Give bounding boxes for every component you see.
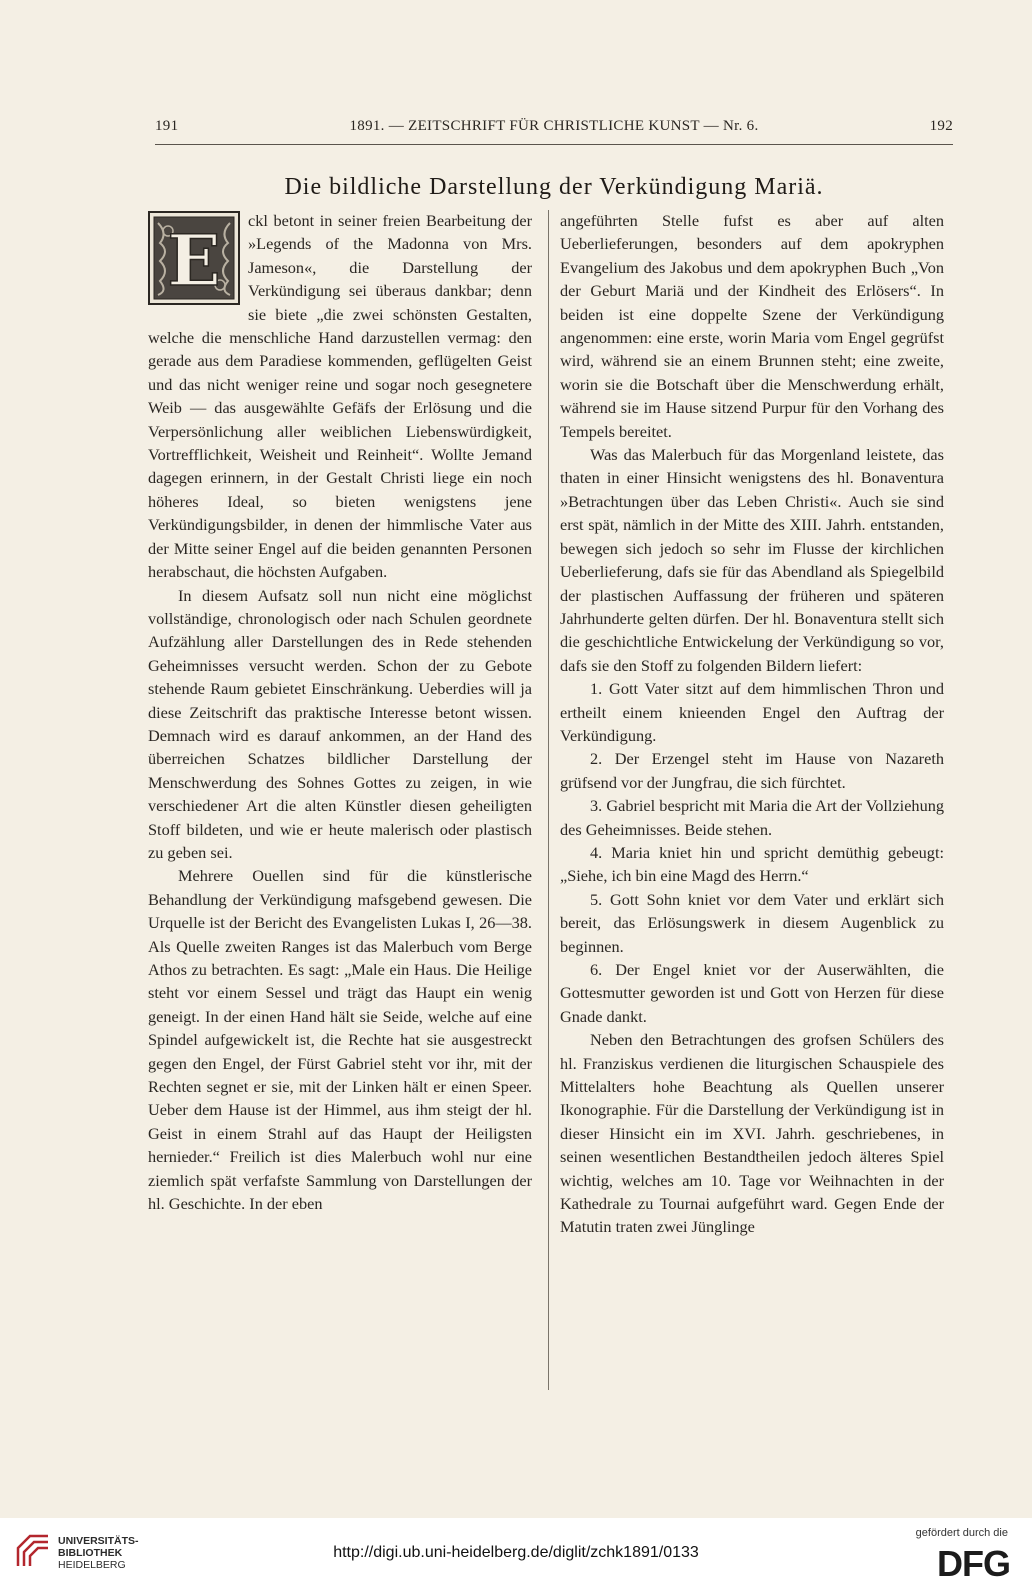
dfg-logo: DFG: [937, 1543, 1010, 1584]
funded-by-label: gefördert durch die: [915, 1527, 1008, 1539]
right-paragraph-2: Was das Malerbuch für das Morgenland leistete, das thaten in einer Hinsicht wenigstens des hl. Bonaventura »Betrachtungen über das Leben Christi«. Auch sie sind erst spät, nämlich in der Mitte des XIII. Jahrh. entstanden, bewegen sich jedoch so sehr im Flusse der kirchlichen Ueberlieferung, dafs sie für das Abendland als Spiegelbild der plastischen Auffassung der früheren und späteren Jahrhunderte gelten dürfen. Der hl. Bonaventura stellt sich die geschichtliche Entwickelung der Verkündigung so vor, dafs sie den Stoff zu folgenden Bildern liefert:: [560, 445, 944, 675]
list-item-5: 5. Gott Sohn kniet vor dem Vater und erklärt sich bereit, das Erlösungswerk in diesem Augenblick zu beginnen.: [560, 889, 944, 956]
left-paragraph-2: In diesem Aufsatz soll nun nicht eine möglichst vollständige, chronologisch oder nach Schulen geordnete Aufzählung aller Darstellungen des in Rede stehenden Geheimnisses versucht werden. Schon der zu Gebote stehende Raum gebietet Einschränkung. Ueberdies will ja diese Zeitschrift das praktische Interesse betont wissen. Demnach wird es darauf ankommen, an der Hand des überreichen Schatzes bildlicher Darstellung der Menschwerdung des Sohnes Gottes zu zeigen, in wie verschiedener Art die alten Künstler diesen geheiligten Stoff bildeten, und wie er heute malerisch oder plastisch zu geben sei.: [148, 585, 532, 862]
right-paragraph-1: angeführten Stelle fufst es aber auf alten Ueberlieferungen, besonders auf dem apokryphen Evangelium des Jakobus und dem apokryphen Buch „Von der Geburt Mariä und der Kindheit des Erlösers“. In beiden ist eine doppelte Szene der Verkündigung angenommen: eine erste, worin Maria vom Engel gegrüfst wird, während sie an einem Brunnen steht; eine zweite, worin sie die Botschaft über die Menschwerdung erhält, während sie im Hause sitzend Purpur für den Vorhang des Tempels bereitet.: [560, 211, 944, 441]
left-column: [148, 209, 532, 1215]
list-item-4: 4. Maria kniet hin und spricht demüthig gebeugt: „Siehe, ich bin eine Magd des Herrn.“: [560, 842, 944, 886]
header-rule: [155, 144, 953, 145]
journal-title: 1891. — ZEITSCHRIFT FÜR CHRISTLICHE KUNST — Nr. 6.: [349, 118, 759, 134]
running-head: [155, 118, 953, 140]
right-column: [560, 209, 944, 1239]
document-url-link[interactable]: http://digi.ub.uni-heidelberg.de/diglit/zchk1891/0133: [333, 1544, 699, 1561]
initial-letter: E: [167, 219, 221, 302]
list-item-6: 6. Der Engel kniet vor der Auserwählten, die Gottesmutter geworden ist und Gott von Herzen für diese Gnade dankt.: [560, 960, 944, 1026]
library-line-1: UNIVERSITÄTS-: [58, 1535, 139, 1547]
page-number-right: 192: [929, 118, 953, 134]
list-item-1: 1. Gott Vater sitzt auf dem himmlischen Thron und ertheilt einem knieenden Engel den Auftrag der Verkündigung.: [560, 679, 944, 745]
list-item-3: 3. Gabriel bespricht mit Maria die Art der Vollziehung des Geheimnisses. Beide stehen.: [560, 796, 944, 839]
article-title: Die bildliche Darstellung der Verkündigung Mariä.: [284, 174, 824, 200]
ornamental-initial-e-icon: [148, 211, 240, 305]
left-paragraph-1: ckl betont in seiner freien Bearbeitung der »Legends of the Madonna von Mrs. Jameson«, die Darstellung der Verkündigung sei überaus dankbar; denn sie biete „die zwei schönsten Gestalten, welche die menschliche Hand darzustellen vermag: den gerade aus dem Paradiese kommenden, geflügelten Geist und das nicht weniger reine und sogar noch gesegnetere Weib — das ausgewählte Gefäfs der Erlösung und die Verpersönlichung aller weiblichen Liebenswürdigkeit, Vortrefflichkeit, Weisheit und Reinheit“. Wollte Jemand dagegen erinnern, in der Gestalt Christi liege ein noch höheres Ideal, so bieten wenigstens jene Verkündigungsbilder, in denen der himmlische Vater aus der Mitte seiner Engel auf die beiden genannten Personen herabschaut, die höchsten Aufgaben.: [148, 211, 532, 582]
left-paragraph-3: Mehrere Ouellen sind für die künstlerische Behandlung der Verkündigung mafsgebend gewesen. Die Urquelle ist der Bericht des Evangelisten Lukas I, 26—38. Als Quelle zweiten Ranges ist das Malerbuch vom Berge Athos zu betrachten. Es sagt: „Male ein Haus. Die Heilige steht vor einem Sessel und trägt das Haupt ein wenig geneigt. In der einen Hand hält sie Seide, welche auf eine Spindel aufgewickelt ist, die Rechte hat sie ausgestreckt gegen den Engel, der Fürst Gabriel steht vor ihr, mit der Rechten segnet er sie, mit der Linken hält er einen Speer. Ueber dem Hause ist der Himmel, aus ihm steigt der hl. Geist in einem Strahl auf das Haupt der Heiligsten hernieder.“ Freilich ist dies Malerbuch wohl nur eine ziemlich spät verfafste Sammlung von Darstellungen der hl. Geschichte. In der eben: [148, 866, 532, 1214]
library-line-3: HEIDELBERG: [58, 1559, 126, 1571]
right-paragraph-3: Neben den Betrachtungen des grofsen Schülers des hl. Franziskus verdienen die liturgischen Schauspiele des Mittelalters hohe Beachtung als Quellen unserer Ikonographie. Für die Darstellung der Verkündigung ist in dieser Hinsicht ein im XVI. Jahrh. geschriebenes, in seinen wesentlichen Bestandtheilen jedoch älteres Spiel wichtig, welches am 10. Tage vor Weihnachten in der Kathedrale zu Tournai aufgeführt ward. Gegen Ende der Matutin traten zwei Jünglinge: [560, 1030, 944, 1237]
column-divider: [548, 210, 549, 1390]
list-item-2: 2. Der Erzengel steht im Hause von Nazareth grüfsend vor der Jungfrau, die sich fürchtet.: [560, 749, 944, 792]
library-line-2: BIBLIOTHEK: [58, 1547, 123, 1559]
page-number-left: 191: [155, 118, 179, 134]
